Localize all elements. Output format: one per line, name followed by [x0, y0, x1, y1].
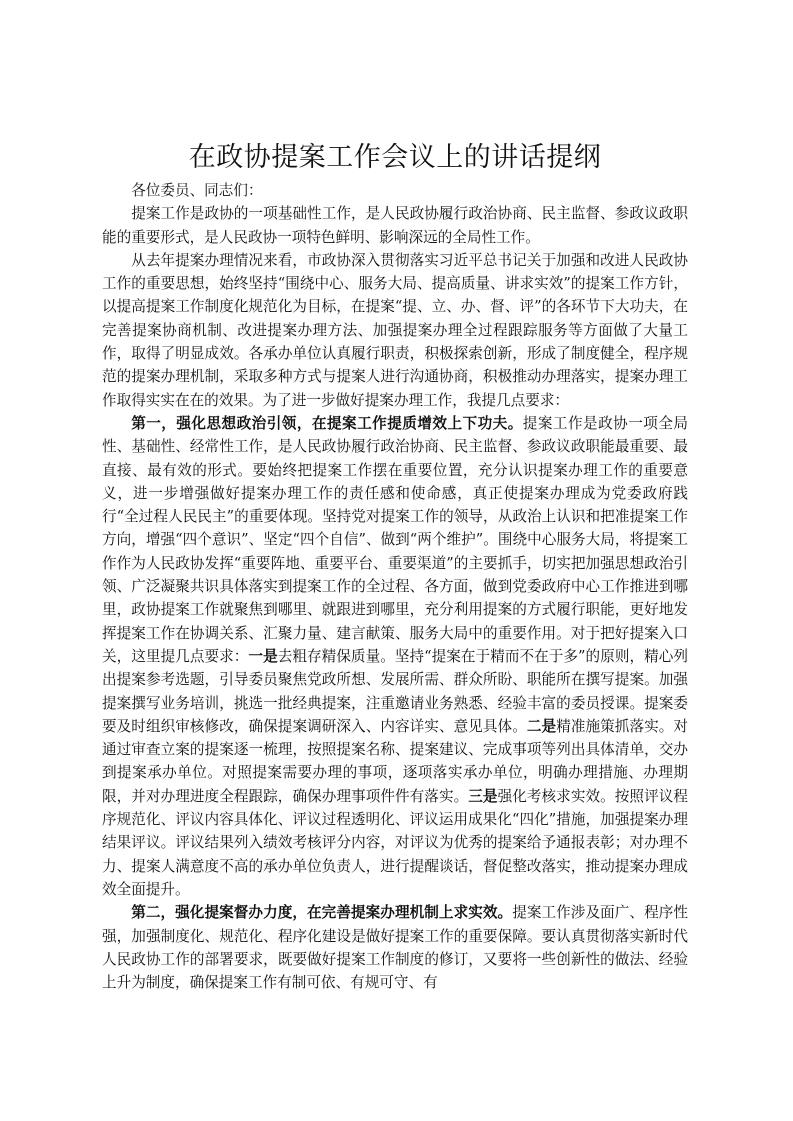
section-one — [102, 412, 688, 901]
salutation: 各位委员、同志们： — [131, 182, 263, 199]
point-two-text: 精准施策抓落实。对通过审查立案的提案逐一梳理，按照提案名称、提案建议、完成事项等列出具体清单，交办到提案承办单位。对照提案需要办理的事项，逐项落实承办单位，明确办理措施、办理期限，并对办理进度全程跟踪，确保办理事项件件有落实。 — [102, 717, 688, 805]
point-one-text: 去粗存精保质量。坚持“提案在于精而不在于多”的原则，精心列出提案参考选题，引导委员聚焦党政所想、发展所需、群众所盼、职能所在撰写提案。加强提案撰写业务培训，挑选一批经典提案，注重邀请业务熟悉、经验丰富的委员授课。提案委要及时组织审核修改，确保提案调研深入、内容详实、意见具体。 — [102, 647, 688, 735]
document-page — [102, 140, 688, 994]
paragraph-intro: 提案工作是政协的一项基础性工作，是人民政协履行政治协商、民主监督、参政议政职能的重要形式，是人民政协一项特色鲜明、影响深远的全局性工作。 — [102, 205, 688, 246]
document-title: 在政协提案工作会议上的讲话提纲 — [188, 142, 602, 173]
section-two — [102, 901, 688, 994]
section-two-text: 提案工作涉及面广、程序性强，加强制度化、规范化、程序化建设是做好提案工作的重要保障。要认真贯彻落实新时代人民政协工作的部署要求，既要做好提案工作制度的修订，又要将一些创新性的做法、经验上升为制度，确保提案工作有制可依、有规可守、有 — [102, 904, 688, 992]
section-one-text: 提案工作是政协一项全局性、基础性、经常性工作，是人民政协履行政治协商、民主监督、参政议政职能最重要、最直接、最有效的形式。要始终把提案工作摆在重要位置，充分认识提案办理工作的重要意义，进一步增强做好提案办理工作的责任感和使命感，真正使提案办理成为党委政府践行“全过程人民民主”的重要体现。坚持党对提案工作的领导，从政治上认识和把准提案工作方向，增强“四个意识”、坚定“四个自信”、做到“两个维护”。围绕中心服务大局，将提案工作作为人民政协发挥“重要阵地、重要平台、重要渠道”的主要抓手，切实把加强思想政治引领、广泛凝聚共识具体落实到提案工作的全过程、各方面，做到党委政府中心工作推进到哪里，政协提案工作就聚焦到哪里、就跟进到哪里，充分利用提案的方式履行职能，更好地发挥提案工作在协调关系、汇聚力量、建言献策、服务大局中的重要作用。对于把好提案入口关，这里提几点要求： — [102, 414, 688, 665]
point-three-marker: 三是 — [468, 787, 498, 805]
section-one-heading: 第一，强化思想政治引领，在提案工作提质增效上下功夫。 — [131, 414, 523, 432]
point-two-marker: 二是 — [526, 717, 557, 735]
point-three-text: 强化考核求实效。按照评议程序规范化、评议内容具体化、评议过程透明化、评议运用成果化“四化”措施，加强提案办理结果评议。评议结果列入绩效考核评分内容，对评议为优秀的提案给予通报表彰；对办理不力、提案人满意度不高的承办单位负责人，进行提醒谈话，督促整改落实，推动提案办理成效全面提升。 — [102, 787, 688, 898]
section-two-heading: 第二，强化提案督办力度，在完善提案办理机制上求实效。 — [131, 904, 513, 922]
paragraph-review: 从去年提案办理情况来看，市政协深入贯彻落实习近平总书记关于加强和改进人民政协工作的重要思想，始终坚持“围绕中心、服务大局、提高质量、讲求实效”的提案工作方针，以提高提案工作制度化规范化为目标，在提案“提、立、办、督、评”的各环节下大功夫，在完善提案协商机制、改进提案办理方法、加强提案办理全过程跟踪服务等方面做了大量工作，取得了明显成效。各承办单位认真履行职责，积极探索创新，形成了制度健全，程序规范的提案办理机制，采取多种方式与提案人进行沟通协商，积极推动办理落实，提案办理工作取得实实在在的效果。为了进一步做好提案办理工作，我提几点要求： — [102, 251, 688, 409]
point-one-marker: 一是 — [248, 647, 278, 665]
